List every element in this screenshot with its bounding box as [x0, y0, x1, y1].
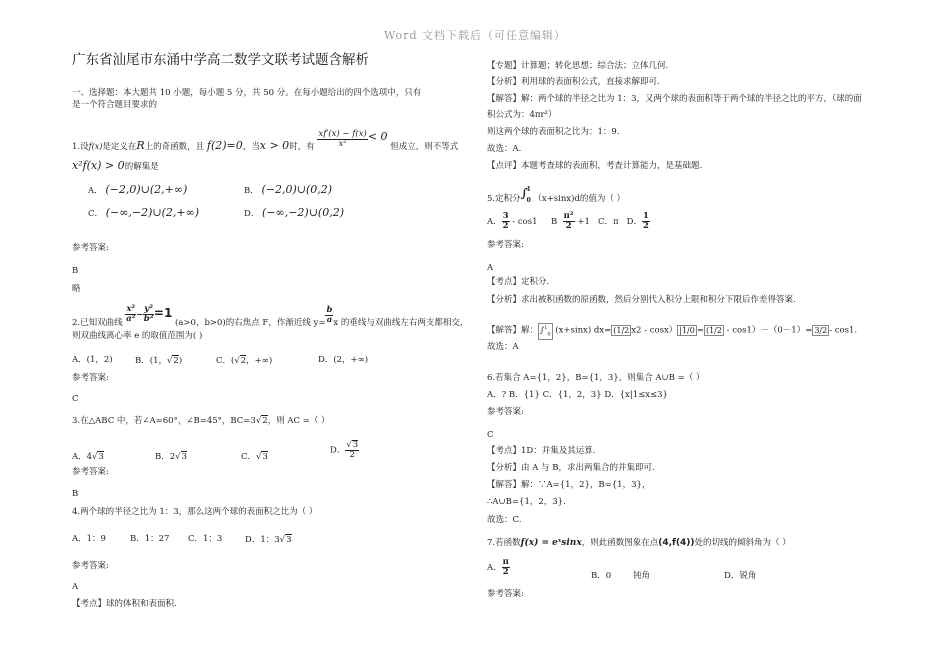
q1-option-a: A． (−2,0)∪(2,+∞)	[88, 183, 188, 196]
q4-option-b: B．1：27	[130, 534, 170, 544]
q7-option-a: A． $\frac{\pi}{2}$	[487, 557, 509, 577]
q6-options: A．? B．{1} C．{1，2，3} D．{x|1≤x≤3}	[487, 390, 668, 400]
jieda-5: 【解答】解： ∫$^1_0$ (x+sinx) dx= (1/2 x2 - cosx） |1/0 = (1/2 - cos1）－（0－1）= 3/2 - cos1.	[487, 323, 857, 340]
q2-option-c: C．(√2，+∞)	[216, 356, 273, 366]
q3-option-c: C．√3	[241, 452, 268, 462]
answer-5: A	[487, 263, 494, 273]
answer-2: C	[72, 394, 79, 404]
jieda-4-result: 则这两个球的表面积之比为：1：9.	[487, 127, 620, 137]
guxuan-4: 故选：A.	[487, 144, 522, 154]
fenxi-5: 【分析】求出被积函数的原函数，然后分别代入积分上限和积分下限后作差得答案.	[487, 295, 796, 305]
jieda-6-result: ∴A∪B={1，2，3}.	[487, 497, 566, 507]
question-6: 6.若集合 A={1，2}，B={1，3}，则集合 A∪B =（ ）	[487, 373, 705, 383]
q7-option-b: B．0	[591, 571, 612, 581]
fenxi-4: 【分析】利用球的表面积公式，直接求解即可.	[487, 77, 660, 87]
answer-label-6: 参考答案:	[487, 407, 524, 417]
answer-1-note: 略	[72, 284, 81, 294]
q1-option-c: C． (−∞,−2)∪(2,+∞)	[88, 206, 200, 219]
guxuan-6: 故选：C.	[487, 515, 522, 525]
kaodian-6: 【考点】1D：并集及其运算.	[487, 446, 596, 456]
kaodian-5: 【考点】定积分.	[487, 277, 550, 287]
document-title: 广东省汕尾市东涌中学高二数学文联考试题含解析	[72, 52, 369, 68]
kaodian-4: 【考点】球的体积和表面积.	[72, 599, 177, 609]
guxuan-5: 故选：A	[487, 342, 519, 352]
section-intro-cont: 是一个符合题目要求的	[72, 100, 158, 110]
jieda-4: 【解答】解：两个球的半径之比为 1：3，又两个球的表面积等于两个球的半径之比的平方，（球的面	[487, 94, 862, 104]
answer-label-5: 参考答案:	[487, 240, 524, 250]
fenxi-6: 【分析】由 A 与 B，求出两集合的并集即可.	[487, 463, 655, 473]
answer-label-7: 参考答案:	[487, 589, 524, 599]
page-header: Word 文档下载后（可任意编辑）	[384, 29, 566, 42]
q4-option-a: A．1：9	[72, 534, 106, 544]
answer-1: B	[72, 266, 79, 276]
q1-option-d: D． (−∞,−2)∪(0,2)	[244, 206, 344, 219]
q3-option-b: B．2√3	[155, 452, 187, 462]
q5-options: A． $\frac{3}{2}$ - cos1 B $\frac{\text{π²}}{2}$ +1 C．π D． $\frac{1}{2}$	[487, 211, 649, 231]
zhuanti-4: 【专题】计算题；转化思想；综合法；立体几何.	[487, 61, 669, 71]
q3-option-a: A．4√3	[72, 452, 104, 462]
answer-6: C	[487, 430, 494, 440]
dianping-4: 【点评】本题考查球的表面积，考查计算能力，是基础题.	[487, 161, 703, 171]
q2-option-d: D．(2，+∞)	[318, 355, 369, 365]
answer-label-3: 参考答案:	[72, 467, 109, 477]
q3-option-d: D． $\frac{√3}{2}$	[330, 440, 359, 460]
question-7: 7.若函数f(x) = eˣsinx，则此函数图象在点(4,f(4))处的切线的倾斜角为（ ）	[487, 538, 791, 548]
question-5: 5.定积分 ∫ 1 0 （x+sinx)d的值为（ ）	[487, 186, 626, 204]
answer-label-1: 参考答案:	[72, 243, 109, 253]
q4-option-c: C．1：3	[188, 534, 223, 544]
answer-3: B	[72, 489, 79, 499]
q2-option-b: B．(1，√2)	[135, 356, 183, 366]
question-3: 3.在△ABC 中，若∠A=60°，∠B=45°，BC=3√2，则 AC =（ ）	[72, 416, 330, 426]
answer-label-2: 参考答案:	[72, 373, 109, 383]
q4-option-d: D．1：3√3	[245, 535, 292, 545]
question-2: 2.已知双曲线 $\frac{\text{x²}}{\text{a²}}$ − $\frac{\text{y²}}{\text{b²}}$ =1 (a>0，b>0)的右焦点 F，作渐近线 y= $\frac{b}{a}$ x 的垂线与双曲线左右两支都相交，	[72, 304, 469, 328]
jieda-4-cont: 积公式为：4πr²）	[487, 110, 557, 120]
question-1: 1.设f(x)是定义在R上的奇函数，且 f(2)=0，当x > 0时，有 $\frac{xf'(x) - f(x)}{\text{x²}}$ < 0 恒成立，则不等式	[72, 129, 459, 152]
q7-option-d: D．锐角	[724, 571, 757, 581]
question-1-cont: x²f(x) > 0的解集是	[72, 159, 159, 172]
question-2-cont: 则双曲线离心率 e 的取值范围为( )	[72, 331, 203, 341]
question-4: 4.两个球的半径之比为 1：3，那么这两个球的表面积之比为（ ）	[72, 507, 318, 517]
q7-option-c: 钝角	[633, 571, 651, 581]
jieda-6: 【解答】解：∵A={1，2}，B={1，3}，	[487, 480, 651, 490]
q2-option-a: A．(1，2)	[72, 355, 113, 365]
q1-option-b: B． (−2,0)∪(0,2)	[244, 183, 333, 196]
section-intro: 一、选择题：本大题共 10 小题，每小题 5 分，共 50 分。在每小题给出的四个选项中，只有	[72, 88, 422, 98]
answer-4: A	[72, 582, 79, 592]
answer-label-4: 参考答案:	[72, 561, 109, 571]
